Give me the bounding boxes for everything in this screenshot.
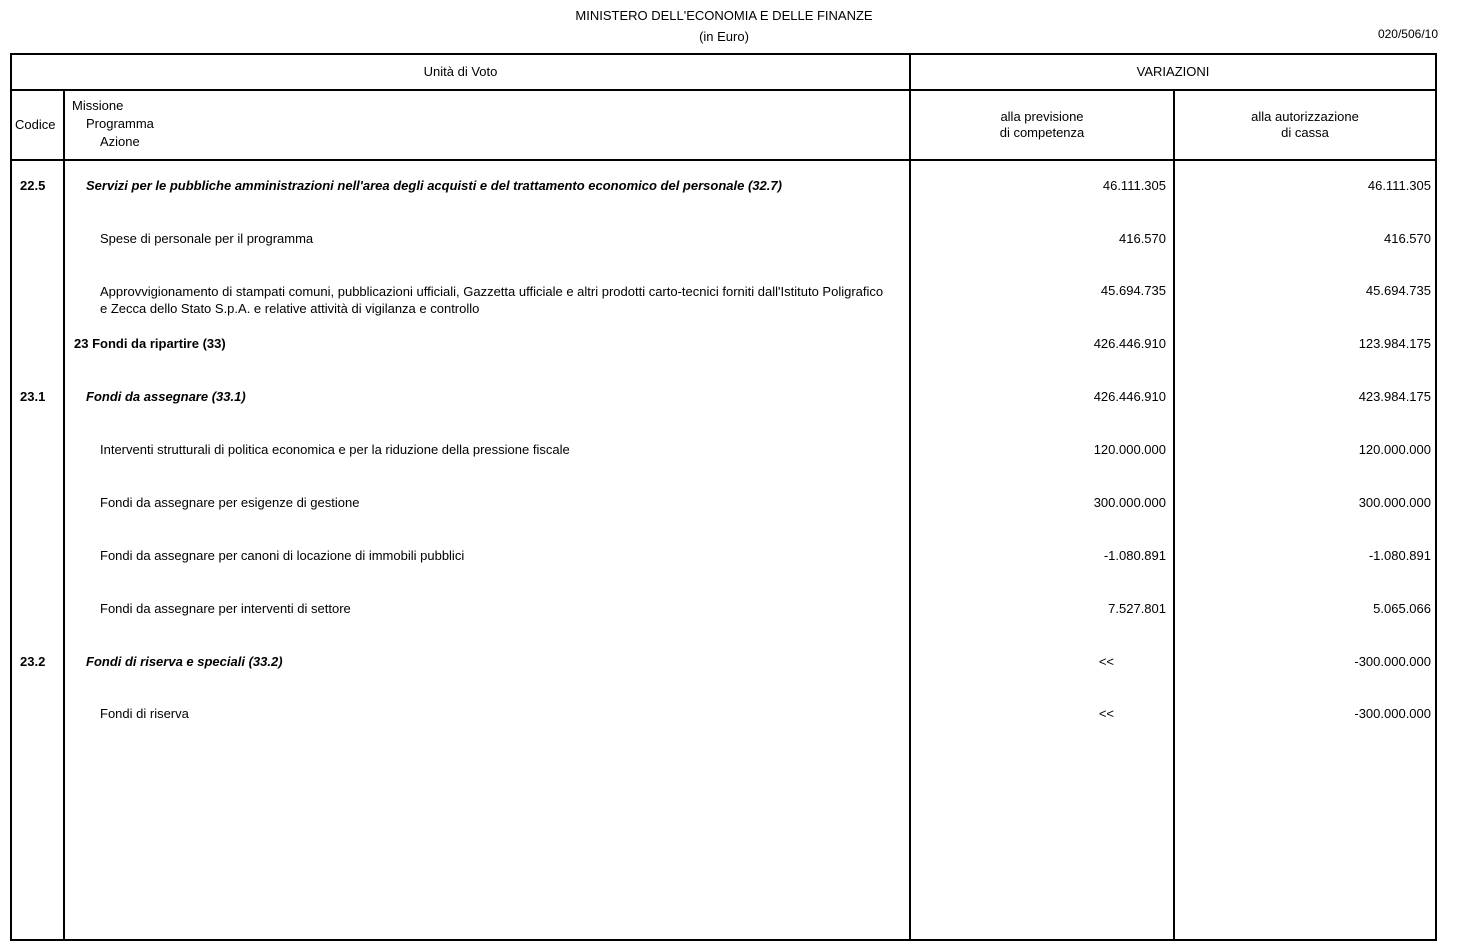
table-row: Spese di personale per il programma — [100, 231, 314, 246]
competenza-value: 426.446.910 — [1093, 389, 1166, 404]
cassa-header-line1: alla autorizzazione — [1251, 109, 1359, 124]
header-divider — [10, 89, 1437, 91]
cassa-value: -1.080.891 — [1368, 548, 1431, 563]
codice-column-rule — [63, 89, 65, 941]
competenza-value: 46.111.305 — [1102, 178, 1166, 193]
unit-of-vote-header: Unità di Voto — [423, 64, 498, 79]
competenza-value: 45.694.735 — [1100, 283, 1166, 298]
row-code: 23.2 — [20, 654, 46, 669]
currency-subtitle: (in Euro) — [699, 29, 749, 44]
cassa-value: 5.065.066 — [1373, 601, 1431, 616]
table-row: Fondi da assegnare (33.1) — [86, 389, 246, 404]
table-row: Servizi per le pubbliche amministrazioni nell'area degli acquisti e del trattamento economico del personale (32.7) — [86, 178, 782, 193]
azione-header: Azione — [100, 134, 140, 149]
row-code: 23.1 — [20, 389, 46, 404]
page-code: 020/506/10 — [1377, 27, 1438, 41]
cassa-value: 416.570 — [1384, 231, 1431, 246]
cassa-value: 123.984.175 — [1358, 336, 1431, 351]
header-bottom-rule — [10, 159, 1437, 161]
competenza-value: 7.527.801 — [1108, 601, 1166, 616]
table-row: Fondi di riserva — [100, 706, 189, 721]
competenza-value: 300.000.000 — [1093, 495, 1166, 510]
missione-header: Missione — [72, 98, 124, 113]
cassa-value: 120.000.000 — [1358, 442, 1431, 457]
table-row: Approvvigionamento di stampati comuni, pubblicazioni ufficiali, Gazzetta ufficiale e altri prodotti carto-tecnici forniti dall'Istituto Poligrafico e Zecca dello Stato S.p.A. e relative attività di vigilanza e controllo — [100, 284, 884, 316]
competenza-value: -1.080.891 — [1103, 548, 1166, 563]
programma-header: Programma — [86, 116, 154, 131]
competenza-value: 416.570 — [1119, 231, 1166, 246]
table-row: Fondi di riserva e speciali (33.2) — [86, 654, 283, 669]
cassa-column-rule — [1173, 89, 1175, 941]
cassa-header-line2: di cassa — [1281, 125, 1329, 140]
row-code: 22.5 — [20, 178, 46, 193]
cassa-value: 300.000.000 — [1358, 495, 1431, 510]
table-row: 23 Fondi da ripartire (33) — [74, 336, 226, 351]
ministry-title: MINISTERO DELL'ECONOMIA E DELLE FINANZE — [575, 8, 873, 23]
competenza-value: << — [1098, 654, 1114, 669]
variations-header: VARIAZIONI — [1136, 64, 1210, 79]
competenza-value: 120.000.000 — [1093, 442, 1166, 457]
table-row: Fondi da assegnare per canoni di locazione di immobili pubblici — [100, 548, 465, 563]
cassa-value: 46.111.305 — [1367, 178, 1431, 193]
cassa-value: -300.000.000 — [1354, 654, 1431, 669]
competenza-header — [911, 109, 1173, 141]
table-row: Interventi strutturali di politica economica e per la riduzione della pressione fiscale — [100, 442, 570, 457]
competenza-value: 426.446.910 — [1093, 336, 1166, 351]
table-row: Fondi da assegnare per esigenze di gestione — [100, 495, 360, 510]
codice-header: Codice — [15, 117, 56, 132]
cassa-value: 423.984.175 — [1358, 389, 1431, 404]
table-row: Fondi da assegnare per interventi di settore — [100, 601, 351, 616]
competenza-header-line2: di competenza — [999, 125, 1085, 140]
cassa-value: -300.000.000 — [1354, 706, 1431, 721]
competenza-value: << — [1098, 706, 1114, 721]
variations-column-rule — [909, 53, 911, 941]
cassa-value: 45.694.735 — [1365, 283, 1431, 298]
competenza-header-line1: alla previsione — [1000, 109, 1084, 124]
cassa-header — [1175, 109, 1435, 141]
